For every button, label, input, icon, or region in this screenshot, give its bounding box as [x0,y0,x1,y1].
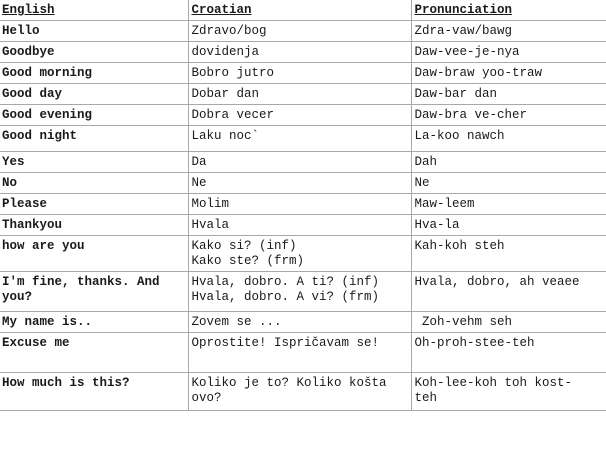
cell-croatian: Molim [188,194,411,215]
table-row [0,21,606,42]
cell-pronunciation: Hvala, dobro, ah veaee [411,272,606,312]
table-row [0,312,606,333]
cell-english: Good morning [0,63,188,84]
cell-pronunciation: La-koo nawch [411,126,606,152]
cell-croatian: Hvala, dobro. A ti? (inf) Hvala, dobro. A vi? (frm) [188,272,411,312]
cell-croatian: Hvala [188,215,411,236]
cell-croatian: dovidenja [188,42,411,63]
cell-english: Excuse me [0,333,188,373]
cell-pronunciation: Daw-bra ve-cher [411,105,606,126]
header-english: English [0,0,188,21]
table-row [0,84,606,105]
table-row [0,152,606,173]
cell-english: how are you [0,236,188,272]
table-row [0,272,606,312]
cell-english: I'm fine, thanks. And you? [0,272,188,312]
cell-pronunciation: Hva-la [411,215,606,236]
cell-croatian: Kako si? (inf) Kako ste? (frm) [188,236,411,272]
cell-croatian: Dobra vecer [188,105,411,126]
cell-croatian: Oprostite! Ispričavam se! [188,333,411,373]
cell-croatian: Bobro jutro [188,63,411,84]
cell-english: Hello [0,21,188,42]
cell-english: No [0,173,188,194]
cell-english: How much is this? [0,373,188,411]
cell-english: Please [0,194,188,215]
cell-pronunciation: Zdra-vaw/bawg [411,21,606,42]
cell-pronunciation: Daw-vee-je-nya [411,42,606,63]
table-row [0,173,606,194]
cell-pronunciation: Oh-proh-stee-teh [411,333,606,373]
cell-pronunciation: Daw-bar dan [411,84,606,105]
cell-croatian: Laku noc` [188,126,411,152]
cell-pronunciation: Maw-leem [411,194,606,215]
cell-pronunciation: Daw-braw yoo-traw [411,63,606,84]
cell-pronunciation: Zoh-vehm seh [411,312,606,333]
cell-croatian: Koliko je to? Koliko košta ovo? [188,373,411,411]
table-row [0,194,606,215]
table-row [0,236,606,272]
cell-croatian: Dobar dan [188,84,411,105]
cell-pronunciation: Dah [411,152,606,173]
table-row [0,126,606,152]
table-row [0,215,606,236]
cell-english: Goodbye [0,42,188,63]
table-row [0,63,606,84]
cell-pronunciation: Koh-lee-koh toh kost- teh [411,373,606,411]
header-pronunciation: Pronunciation [411,0,606,21]
cell-pronunciation: Ne [411,173,606,194]
cell-croatian: Da [188,152,411,173]
cell-croatian: Ne [188,173,411,194]
table-row [0,42,606,63]
cell-english: Thankyou [0,215,188,236]
table-row [0,333,606,373]
cell-english: My name is.. [0,312,188,333]
header-row [0,0,606,21]
table-row [0,373,606,411]
cell-croatian: Zovem se ... [188,312,411,333]
cell-english: Good night [0,126,188,152]
cell-english: Good evening [0,105,188,126]
cell-pronunciation: Kah-koh steh [411,236,606,272]
cell-english: Good day [0,84,188,105]
cell-croatian: Zdravo/bog [188,21,411,42]
table-row [0,105,606,126]
cell-english: Yes [0,152,188,173]
header-croatian: Croatian [188,0,411,21]
